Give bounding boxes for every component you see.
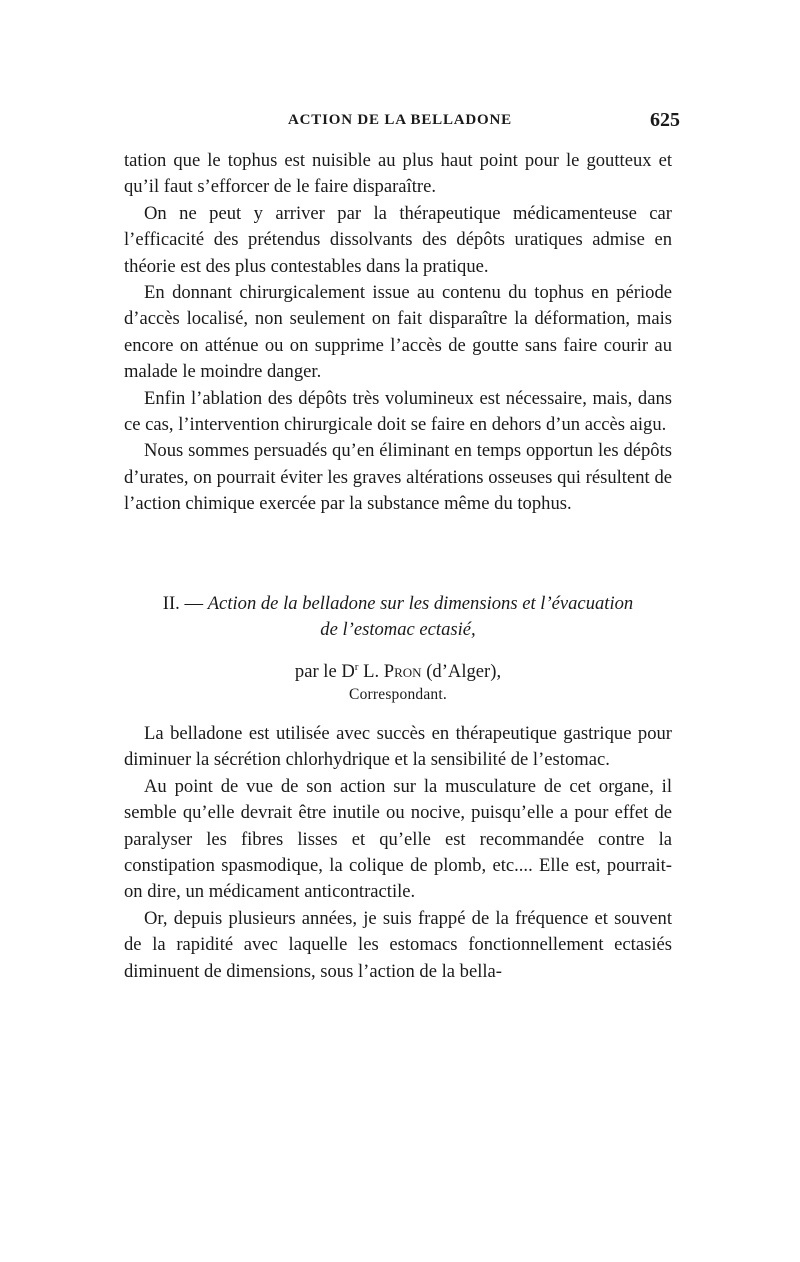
article-title-line-2: de l’estomac ectasié, [320,619,476,641]
author-location: (d’Alger), [426,661,502,682]
author-prefix: par le D [294,661,355,682]
paragraph: tation que le tophus est nuisible au plus haut point pour le goutteux et qu’il faut s’efforcer de le faire disparaître. [124,150,672,198]
paragraph: En donnant chirurgicalement issue au contenu du tophus en période d’accès localisé, non seulement on fait disparaître la déformation, mais encore on atténue ou on supprime l’accès de goutte sans faire courir au malade le moindre danger. [124,282,672,383]
paragraph: Au point de vue de son action sur la musculature de cet organe, il semble qu’elle devrait être inutile ou nocive, puisqu’elle a pour effet de paralyser les fibres lisses et qu’elle est recommandée contre la constipation spasmodique, la colique de plomb, etc.... Elle est, pourrait-on dire, un médicament anticontractile. [124,775,672,903]
article-title-part-1: Action de la belladone sur les dimensions et l’évacuation [207,593,634,614]
section-1-body [124,148,672,518]
section-2-body [124,721,672,985]
paragraph: Enfin l’ablation des dépôts très volumineux est nécessaire, mais, dans ce cas, l’intervention chirurgicale doit se faire en dehors d’un accès aigu. [124,387,672,436]
article-number: II. — [162,593,204,614]
paragraph: Or, depuis plusieurs années, je suis frappé de la fréquence et souvent de la rapidité avec laquelle les estomacs fonctionnellement ectasiés diminuent de dimensions, sous l’action de la bella- [124,907,672,982]
page-number: 625 [650,109,680,131]
author-line [124,660,672,684]
running-title: ACTION DE LA BELLADONE [288,112,512,128]
article-title-line-1 [124,591,672,617]
article-heading [124,591,672,644]
author-title-superscript: r [354,660,359,673]
author-role: Correspondant. [349,686,447,703]
running-head [120,109,680,136]
paragraph: Nous sommes persuadés qu’en éliminant en temps opportun les dépôts d’urates, on pourrait éviter les graves altérations osseuses qui résultent de l’action chimique exercée par la substance même du tophus. [124,440,672,515]
paragraph: La belladone est utilisée avec succès en thérapeutique gastrique pour diminuer la sécrétion chlorhydrique et la sensibilité de l’estomac. [124,723,672,771]
author-name: L. Pron [363,661,422,682]
paragraph: On ne peut y arriver par la thérapeutique médicamenteuse car l’efficacité des prétendus dissolvants des dépôts uratiques admise en théorie est des plus contestables dans la pratique. [124,202,672,277]
